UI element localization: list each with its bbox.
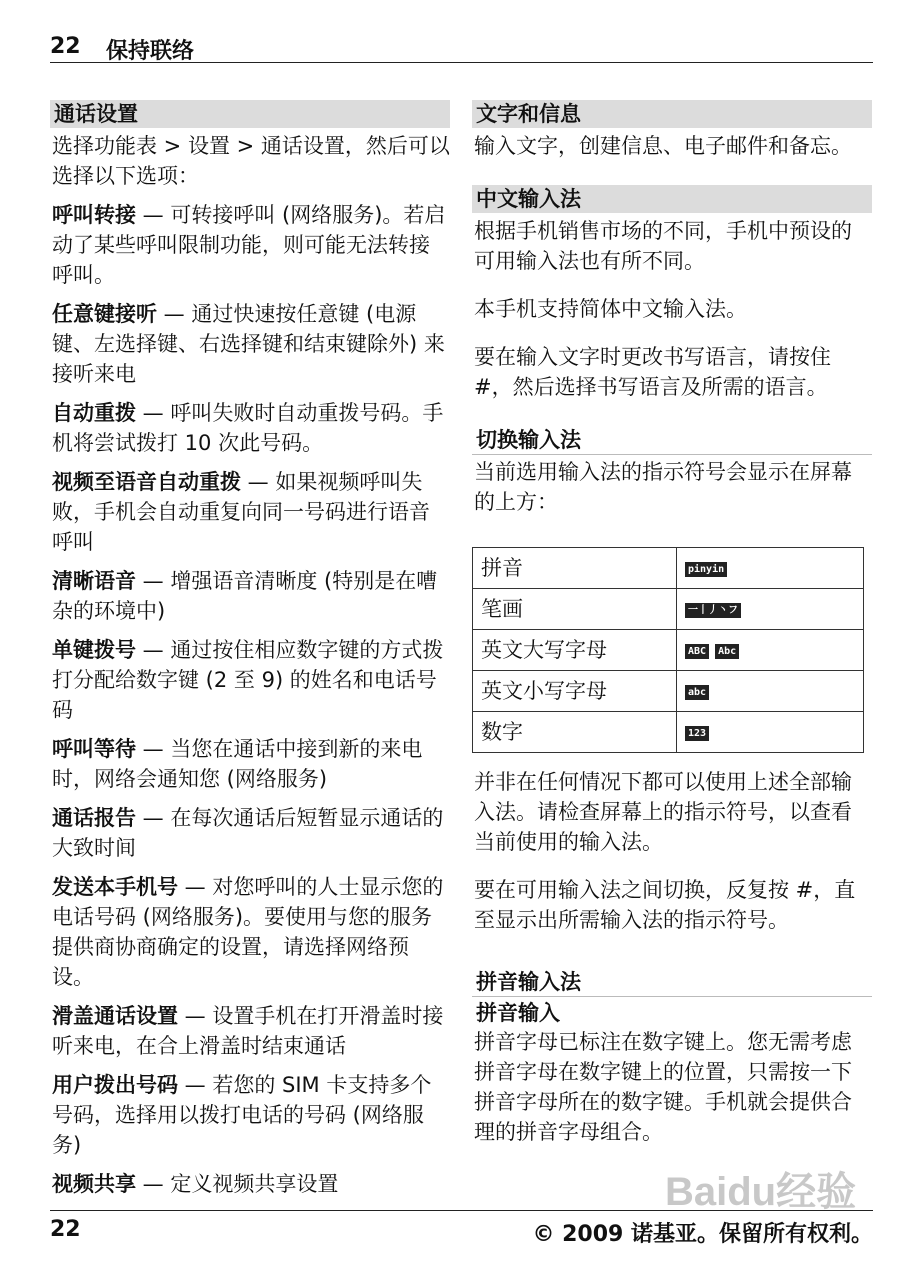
list-item [50, 566, 450, 626]
list-item [50, 803, 450, 863]
method-label: 英文小写字母 [473, 671, 677, 712]
list-item [50, 467, 450, 557]
page-number: 22 [50, 34, 81, 59]
paragraph: 本手机支持简体中文输入法。 [474, 297, 747, 321]
item-desc: — 定义视频共享设置 [136, 1172, 339, 1196]
item-desc: — 在每次通话后短暂显示通话的大致时间 [52, 806, 444, 860]
input-indicator-table [472, 547, 864, 753]
item-term: 呼叫转接 [52, 203, 136, 227]
item-desc: — 通过快速按任意键 (电源键、左选择键、右选择键和结束键除外) 来接听来电 [52, 302, 445, 386]
table-row [473, 589, 864, 630]
table-row [473, 712, 864, 753]
list-item [50, 872, 450, 992]
paragraph: 要在可用输入法之间切换，反复按 #，直至显示出所需输入法的指示符号。 [474, 878, 856, 932]
section-title-call-settings: 通话设置 [50, 100, 450, 128]
list-item [50, 1169, 450, 1199]
list-item [50, 398, 450, 458]
item-desc: — 对您呼叫的人士显示您的电话号码 (网络服务)。要使用与您的服务提供商协商确定的设置，请选择网络预设。 [52, 875, 444, 989]
table-row [473, 630, 864, 671]
section-title-pinyin: 拼音输入法 [472, 968, 872, 997]
method-label: 笔画 [473, 589, 677, 630]
list-item [50, 1001, 450, 1061]
item-term: 清晰语音 [52, 569, 136, 593]
sentence-case-indicator-icon: Abc [715, 644, 739, 659]
stroke-indicator-icon: 一丨丿丶フ [685, 603, 741, 618]
list-item [50, 635, 450, 725]
list-item [50, 299, 450, 389]
item-term: 视频共享 [52, 1172, 136, 1196]
uppercase-indicator-icon: ABC [685, 644, 709, 659]
paragraph: 拼音字母已标注在数字键上。您无需考虑拼音字母在数字键上的位置，只需按一下拼音字母所在的数字键。手机就会提供合理的拼音字母组合。 [474, 1030, 852, 1144]
method-label: 数字 [473, 712, 677, 753]
item-term: 任意键接听 [52, 302, 157, 326]
pinyin-indicator-icon: pinyin [685, 562, 727, 577]
numeric-indicator-icon: 123 [685, 726, 709, 741]
paragraph: 并非在任何情况下都可以使用上述全部输入法。请检查屏幕上的指示符号，以查看当前使用的输入法。 [474, 770, 852, 854]
method-label: 拼音 [473, 548, 677, 589]
item-desc: — 如果视频呼叫失败，手机会自动重复向同一号码进行语音呼叫 [52, 470, 430, 554]
item-desc: — 可转接呼叫 (网络服务)。若启动了某些呼叫限制功能，则可能无法转接呼叫。 [52, 203, 446, 287]
left-column [50, 100, 450, 1208]
text-messages-intro: 输入文字，创建信息、电子邮件和备忘。 [474, 134, 852, 158]
section-title-switch-input: 切换输入法 [472, 426, 872, 455]
item-desc: — 呼叫失败时自动重拨号码。手机将尝试拨打 10 次此号码。 [52, 401, 444, 455]
right-column [472, 100, 872, 1156]
item-term: 自动重拨 [52, 401, 136, 425]
page-footer [50, 1210, 873, 1247]
section-title-chinese-input: 中文输入法 [472, 185, 872, 213]
item-term: 滑盖通话设置 [52, 1004, 178, 1028]
item-term: 单键拨号 [52, 638, 136, 662]
item-desc: — 设置手机在打开滑盖时接听来电，在合上滑盖时结束通话 [52, 1004, 444, 1058]
table-row [473, 671, 864, 712]
subsection-title-pinyin-input: 拼音输入 [476, 1001, 560, 1025]
item-term: 呼叫等待 [52, 737, 136, 761]
paragraph: 要在输入文字时更改书写语言，请按住 #，然后选择书写语言及所需的语言。 [474, 345, 831, 399]
item-desc: — 当您在通话中接到新的来电时，网络会通知您 (网络服务) [52, 737, 423, 791]
paragraph: 当前选用输入法的指示符号会显示在屏幕的上方： [474, 460, 852, 514]
section-title-text-messages: 文字和信息 [472, 100, 872, 128]
item-term: 视频至语音自动重拨 [52, 470, 241, 494]
list-item [50, 734, 450, 794]
table-row [473, 548, 864, 589]
page-header [50, 30, 873, 63]
paragraph: 根据手机销售市场的不同，手机中预设的可用输入法也有所不同。 [474, 219, 852, 273]
chapter-title: 保持联络 [106, 39, 195, 64]
list-item [50, 1070, 450, 1160]
item-term: 通话报告 [52, 806, 136, 830]
item-desc: — 增强语音清晰度 (特别是在嘈杂的环境中) [52, 569, 438, 623]
item-term: 用户拨出号码 [52, 1073, 178, 1097]
item-desc: — 若您的 SIM 卡支持多个号码，选择用以拨打电话的号码 (网络服务) [52, 1073, 432, 1157]
list-item [50, 200, 450, 290]
item-desc: — 通过按住相应数字键的方式拨打分配给数字键 (2 至 9) 的姓名和电话号码 [52, 638, 444, 722]
baidu-watermark: Baidu经验 [665, 1170, 857, 1214]
item-term: 发送本手机号 [52, 875, 178, 899]
copyright-notice: © 2009 诺基亚。保留所有权利。 [532, 1222, 873, 1247]
method-label: 英文大写字母 [473, 630, 677, 671]
footer-page-number: 22 [50, 1217, 81, 1242]
call-settings-intro: 选择功能表 > 设置 > 通话设置，然后可以选择以下选项： [52, 134, 450, 188]
call-settings-list [50, 200, 450, 1199]
lowercase-indicator-icon: abc [685, 685, 709, 700]
